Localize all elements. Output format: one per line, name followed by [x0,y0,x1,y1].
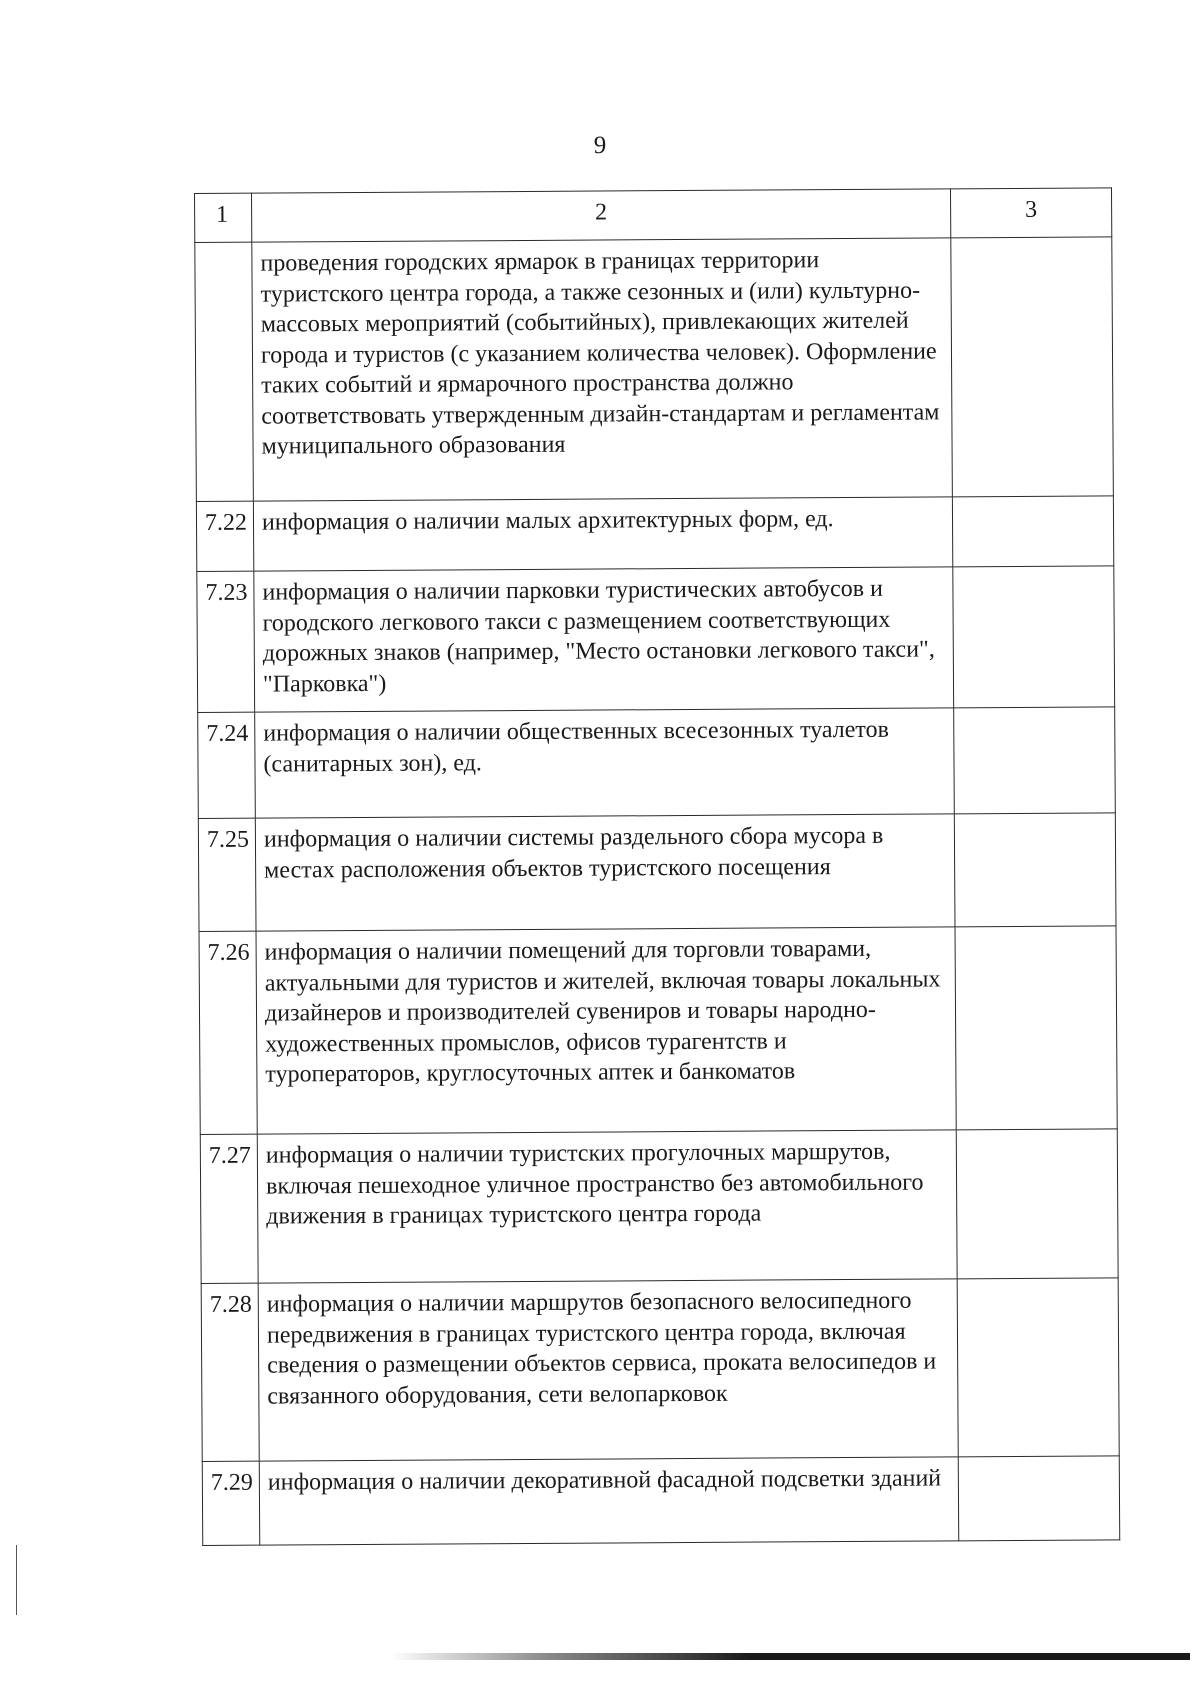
row-value [957,1278,1119,1457]
scan-margin-line [16,1545,17,1615]
table-row [196,496,1113,572]
row-number: 7.25 [198,818,256,931]
row-number: 7.27 [200,1134,258,1283]
row-description: информация о наличии туристских прогулочных маршрутов, включая пешеходное уличное пространство без автомобильного движения в границах туристского центра города [257,1130,957,1283]
table-row [199,926,1117,1135]
header-col-1: 1 [195,193,252,242]
scan-edge-bar [390,1653,1190,1660]
table-row [202,1456,1119,1546]
row-description: информация о наличии декоративной фасадной подсветки зданий [259,1457,959,1545]
row-number: 7.23 [197,571,255,712]
row-description: информация о наличии малых архитектурных форм, ед. [253,497,952,571]
header-col-3: 3 [950,188,1111,238]
row-number: 7.29 [202,1461,260,1545]
row-value [954,813,1116,927]
table-row [198,813,1116,932]
row-value [954,707,1116,814]
row-number: 7.28 [201,1283,259,1461]
table-row [200,1129,1118,1284]
table-row [197,566,1115,713]
row-value [956,1129,1118,1279]
row-number: 7.26 [199,931,257,1134]
row-value [952,496,1113,567]
indicators-table [194,187,1120,1546]
table-row [198,707,1116,819]
page-number: 9 [593,132,607,159]
row-number: 7.24 [198,712,256,818]
table-row [195,237,1114,502]
header-col-2: 2 [252,189,951,242]
row-value [951,237,1114,497]
row-description: информация о наличии парковки туристических автобусов и городского легкового такси с размещением соответствующих дорожных знаков (например, "Место остановки легкового такси", "Парковка") [254,567,954,712]
row-value [958,1456,1120,1541]
row-number [195,242,254,501]
row-description: информация о наличии общественных всесезонных туалетов (санитарных зон), ед. [255,708,955,818]
row-description: информация о наличии системы раздельного сбора мусора в местах расположения объектов туристского посещения [255,814,955,931]
row-description: проведения городских ярмарок в границах территории туристского центра города, а также сезонных и (или) культурно-массовых мероприятий (событийных), привлекающих жителей города и туристов (с указанием количества человек). Оформление таких событий и ярмарочного пространства должно соответствовать утвержденным дизайн-стандартам и регламентам муниципального образования [252,238,953,501]
row-number: 7.22 [196,501,253,571]
table-header-row [195,188,1112,243]
row-value [955,926,1117,1130]
row-description: информация о наличии маршрутов безопасного велосипедного передвижения в границах туристского центра города, включая сведения о размещении объектов сервиса, проката велосипедов и связанного оборудования, сети велопарковок [258,1279,958,1461]
table-row [201,1278,1119,1462]
row-description: информация о наличии помещений для торговли товарами, актуальными для туристов и жителей, включая товары локальных дизайнеров и производителей сувениров и товары народно-художественных промыслов, офисов турагентств и туроператоров, круглосуточных аптек и банкоматов [256,927,956,1134]
row-value [953,566,1115,708]
